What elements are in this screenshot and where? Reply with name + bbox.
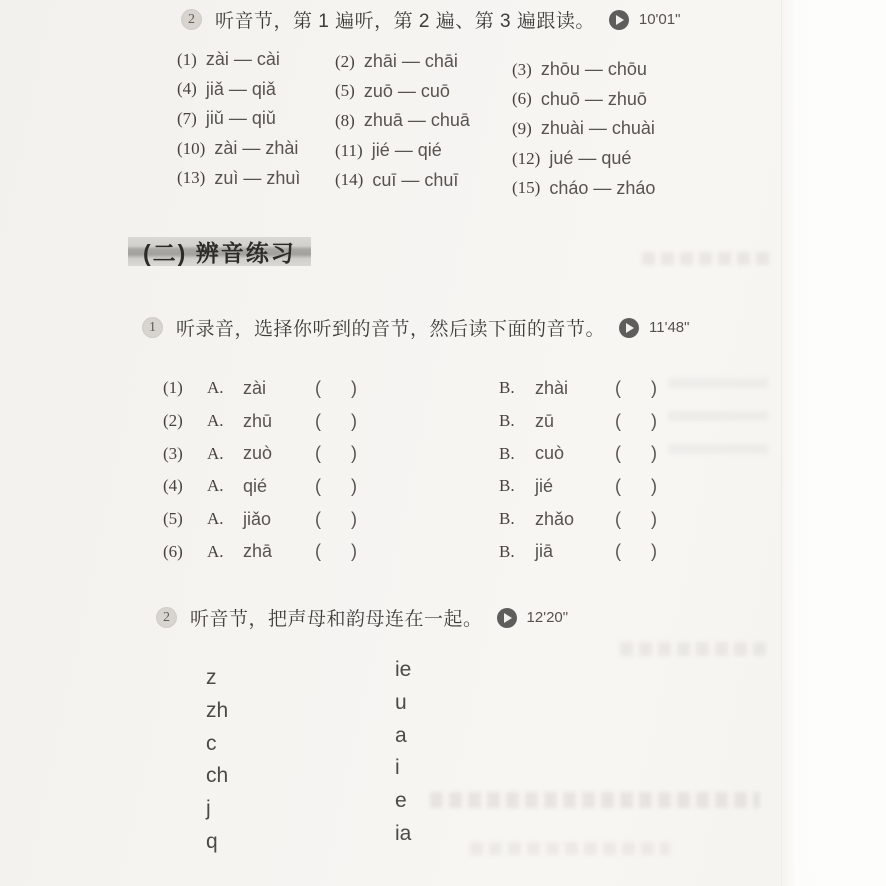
initial-item: j bbox=[206, 797, 211, 821]
item-number: (14) bbox=[335, 170, 364, 190]
answer-paren-close: ) bbox=[651, 475, 657, 496]
option-a-syllable: zhū bbox=[243, 410, 273, 431]
item-number: (5) bbox=[163, 509, 183, 529]
ab-choice-row bbox=[163, 470, 657, 503]
pinyin-pair bbox=[177, 104, 335, 134]
showthrough-artifact bbox=[642, 252, 772, 265]
item-number: (10) bbox=[177, 138, 206, 158]
showthrough-artifact bbox=[470, 842, 670, 855]
option-b-group bbox=[499, 411, 657, 432]
showthrough-artifact bbox=[620, 642, 770, 656]
final-item: ia bbox=[395, 821, 412, 845]
instruction-text: 听音节，把声母和韵母连在一起。 bbox=[190, 609, 483, 630]
option-b-label: B. bbox=[499, 509, 515, 529]
play-icon bbox=[609, 10, 629, 30]
pinyin-pair bbox=[335, 47, 512, 77]
answer-paren-close: ) bbox=[651, 377, 657, 398]
item-number: (7) bbox=[177, 108, 197, 128]
option-a-label: A. bbox=[207, 509, 224, 529]
ab-choice-row bbox=[163, 372, 657, 405]
item-number: (12) bbox=[512, 148, 541, 168]
pinyin-pair bbox=[177, 75, 335, 105]
pinyin-pair bbox=[177, 45, 335, 75]
initial-item: zh bbox=[206, 699, 229, 723]
pinyin-pair bbox=[512, 114, 744, 144]
item-number: (4) bbox=[163, 476, 183, 496]
pinyin-pair bbox=[512, 144, 744, 174]
item-number: (1) bbox=[163, 378, 183, 398]
option-a-syllable: zuò bbox=[243, 443, 273, 464]
answer-paren-close: ) bbox=[351, 508, 357, 529]
option-b-label: B. bbox=[499, 541, 515, 561]
pinyin-pair bbox=[177, 163, 335, 193]
section-title: (二) 辨音练习 bbox=[143, 240, 296, 266]
option-b-group bbox=[499, 541, 657, 562]
instruction-text: 听录音，选择你听到的音节，然后读下面的音节。 bbox=[176, 319, 606, 340]
option-b-group bbox=[499, 378, 657, 399]
option-b-syllable: zhǎo bbox=[535, 508, 575, 529]
answer-paren-open: ( bbox=[315, 541, 321, 562]
answer-paren-open: ( bbox=[315, 377, 321, 398]
final-item: i bbox=[395, 756, 400, 780]
pinyin-pair bbox=[512, 173, 744, 203]
final-item: ie bbox=[395, 658, 412, 682]
answer-paren-open: ( bbox=[615, 410, 621, 431]
answer-paren-close: ) bbox=[351, 410, 357, 431]
answer-paren-open: ( bbox=[615, 377, 621, 398]
pair-text: zhuā — chuā bbox=[363, 110, 470, 131]
pinyin-pair bbox=[177, 134, 335, 164]
play-icon bbox=[619, 318, 639, 338]
pair-text: jiǎ — qiǎ bbox=[205, 78, 276, 99]
pinyin-pair bbox=[335, 165, 512, 195]
item-number: (15) bbox=[512, 178, 541, 198]
answer-paren-open: ( bbox=[315, 443, 321, 464]
option-a-syllable: zài bbox=[243, 377, 267, 398]
item-number: (3) bbox=[512, 59, 532, 79]
answer-paren-open: ( bbox=[315, 475, 321, 496]
exercise1-instruction bbox=[142, 314, 689, 341]
pinyin-pair bbox=[512, 55, 744, 85]
option-a-syllable: jiǎo bbox=[243, 508, 272, 529]
play-triangle-icon bbox=[616, 15, 624, 25]
initials-column bbox=[206, 662, 228, 858]
item-number: (13) bbox=[177, 168, 206, 188]
answer-paren-close: ) bbox=[351, 377, 357, 398]
page-right-edge bbox=[781, 0, 886, 886]
pair-text: zuō — cuō bbox=[363, 80, 450, 101]
pair-text: zài — zhài bbox=[214, 138, 299, 159]
answer-paren-open: ( bbox=[615, 443, 621, 464]
pinyin-pair bbox=[512, 85, 744, 115]
option-a-label: A. bbox=[207, 411, 224, 431]
pair-text: cuī — chuī bbox=[372, 169, 459, 190]
option-b-group bbox=[499, 476, 657, 497]
option-a-label: A. bbox=[207, 476, 224, 496]
answer-paren-open: ( bbox=[615, 475, 621, 496]
option-b-group bbox=[499, 443, 657, 464]
play-triangle-icon bbox=[626, 323, 634, 333]
pinyin-pair bbox=[335, 106, 512, 136]
pair-text: jié — qié bbox=[371, 140, 442, 161]
answer-paren-open: ( bbox=[315, 410, 321, 431]
option-b-label: B. bbox=[499, 411, 515, 431]
initial-item: z bbox=[206, 666, 217, 690]
answer-paren-open: ( bbox=[615, 508, 621, 529]
showthrough-artifact bbox=[430, 792, 760, 808]
pair-text: cháo — zháo bbox=[549, 177, 656, 198]
pair-text: chuō — zhuō bbox=[540, 88, 647, 109]
pair-text: jiǔ — qiǔ bbox=[205, 108, 276, 129]
item-number: (4) bbox=[177, 79, 197, 99]
option-b-label: B. bbox=[499, 476, 515, 496]
ab-choice-row bbox=[163, 405, 657, 438]
item-number: (11) bbox=[335, 140, 363, 160]
pair-text: jué — qué bbox=[549, 148, 632, 169]
pair-text: zuì — zhuì bbox=[214, 167, 301, 188]
option-a-label: A. bbox=[207, 443, 224, 463]
answer-paren-close: ) bbox=[651, 443, 657, 464]
ab-choice-row bbox=[163, 437, 657, 470]
option-b-syllable: zū bbox=[535, 410, 555, 431]
answer-paren-close: ) bbox=[351, 443, 357, 464]
exercise-number-badge: 1 bbox=[142, 317, 163, 338]
option-a-label: A. bbox=[207, 541, 224, 561]
pair-text: zhuài — chuài bbox=[540, 118, 655, 139]
play-icon bbox=[497, 608, 517, 628]
item-number: (8) bbox=[335, 110, 355, 130]
item-number: (9) bbox=[512, 118, 532, 138]
item-number: (6) bbox=[163, 541, 183, 561]
pinyin-pair bbox=[335, 77, 512, 107]
instruction-text: 听音节，第 1 遍听，第 2 遍、第 3 遍跟读。 bbox=[215, 11, 595, 32]
option-b-syllable: zhài bbox=[535, 377, 569, 398]
answer-paren-close: ) bbox=[351, 541, 357, 562]
option-b-syllable: cuò bbox=[535, 443, 565, 464]
item-number: (2) bbox=[163, 411, 183, 431]
ab-choice-table bbox=[163, 372, 657, 568]
pair-text: zhāi — chāi bbox=[363, 51, 458, 72]
pinyin-pair bbox=[335, 136, 512, 166]
ab-choice-row bbox=[163, 503, 657, 536]
section-heading-ribbon bbox=[128, 237, 311, 266]
answer-paren-open: ( bbox=[315, 508, 321, 529]
initial-item: ch bbox=[206, 764, 229, 788]
pair-text: zhōu — chōu bbox=[540, 59, 647, 80]
pinyin-pair-grid bbox=[177, 45, 744, 198]
final-item: e bbox=[395, 789, 407, 813]
final-item: a bbox=[395, 723, 407, 747]
audio-timestamp: 10'01" bbox=[638, 11, 681, 28]
item-number: (6) bbox=[512, 89, 532, 109]
initial-item: q bbox=[206, 829, 218, 853]
option-a-syllable: qié bbox=[243, 475, 268, 496]
pair-text: zài — cài bbox=[205, 49, 280, 70]
option-b-label: B. bbox=[499, 443, 515, 463]
option-a-syllable: zhā bbox=[243, 541, 273, 562]
item-number: (1) bbox=[177, 49, 197, 69]
exercise-number-badge: 2 bbox=[156, 607, 177, 628]
option-b-group bbox=[499, 509, 657, 530]
option-a-label: A. bbox=[207, 378, 224, 398]
item-number: (3) bbox=[163, 443, 183, 463]
final-item: u bbox=[395, 691, 407, 715]
option-b-label: B. bbox=[499, 378, 515, 398]
ab-choice-row bbox=[163, 535, 657, 568]
answer-paren-close: ) bbox=[651, 508, 657, 529]
option-b-syllable: jiā bbox=[535, 541, 554, 562]
play-triangle-icon bbox=[504, 613, 512, 623]
audio-timestamp: 11'48" bbox=[649, 319, 690, 336]
showthrough-artifact bbox=[668, 378, 768, 468]
item-number: (2) bbox=[335, 51, 355, 71]
audio-timestamp: 12'20" bbox=[526, 609, 569, 626]
item-number: (5) bbox=[335, 81, 355, 101]
initial-item: c bbox=[206, 731, 217, 755]
answer-paren-close: ) bbox=[651, 410, 657, 431]
listen-repeat-instruction bbox=[181, 6, 680, 33]
option-b-syllable: jié bbox=[535, 475, 554, 496]
answer-paren-close: ) bbox=[651, 541, 657, 562]
exercise2-instruction bbox=[156, 604, 568, 631]
finals-column bbox=[395, 654, 411, 850]
answer-paren-open: ( bbox=[615, 541, 621, 562]
answer-paren-close: ) bbox=[351, 475, 357, 496]
exercise-number-badge: 2 bbox=[181, 9, 202, 30]
